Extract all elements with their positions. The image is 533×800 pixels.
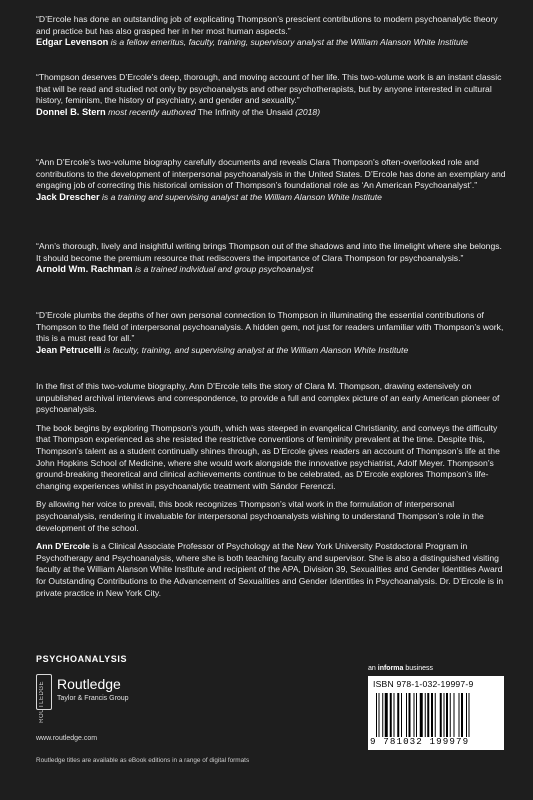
book-description bbox=[36, 381, 506, 606]
blurb-rachman bbox=[36, 241, 506, 276]
blurb-book-title: The Infinity of the Unsaid bbox=[197, 106, 293, 117]
blurb-author: Donnel B. Stern bbox=[36, 106, 106, 117]
blurb-attribution bbox=[36, 264, 506, 276]
description-paragraph: In the first of this two-volume biography, Ann D’Ercole tells the story of Clara M. Thompson, drawing extensively on unpublished archival interviews and correspondence, to provide a full and complex picture of an early American pioneer of psychoanalysis. bbox=[36, 381, 500, 415]
isbn-label: ISBN 978-1-032-19997-9 bbox=[373, 679, 474, 689]
blurb-quote: “Ann D’Ercole’s two-volume biography carefully documents and reveals Clara Thompson’s often-overlooked role and contributions to the development of interpersonal psychoanalysis in the United States. D’Ercole has done an exemplary and engaging job of correcting this historical omission of Thompson’s foundational role as ‘An American Psychoanalyst’.” bbox=[36, 157, 506, 191]
isbn-barcode bbox=[368, 676, 504, 750]
author-name: Ann D’Ercole bbox=[36, 541, 90, 552]
blurb-author: Jean Petrucelli bbox=[36, 344, 102, 355]
barcode-bar bbox=[444, 693, 445, 737]
blurb-author-role: most recently authored bbox=[108, 106, 196, 117]
blurb-author-role: is faculty, training, and supervising analyst at the William Alanson White Institute bbox=[104, 344, 409, 355]
barcode-bar bbox=[469, 693, 470, 737]
description-paragraph: The book begins by exploring Thompson’s youth, which was steeped in evangelical Christianity, and conveys the difficulty that Thompson experienced as she resisted the restrictive conventions of femininity prevalent at the time. Despite this, Thompson’s talent as a student continually shines through, as D’Ercole gives readers an account of Thompson’s life at the John Hopkins School of Medicine, where she would work alongside the innovative psychiatrist, Adolf Meyer. Thompson’s ground-breaking theoretical and clinical achievements continue to be celebrated, as D’Ercole explores Thompson’s life-changing experiences whilst in psychoanalytic treatment with Sándor Ferenczi. bbox=[36, 422, 500, 491]
barcode-bar bbox=[450, 693, 451, 737]
blurb-author: Edgar Levenson bbox=[36, 37, 109, 48]
blurb-quote: “Thompson deserves D’Ercole’s deep, thorough, and moving account of her life. This two-volume work is an instant classic that will be read and studied not only by psychoanalysts and other psychotherapists, but by anyone interested in cultural history, feminism, the history of psychiatry, and gender and sexuality.” bbox=[36, 72, 502, 106]
barcode-bar bbox=[440, 693, 442, 737]
barcode-bar bbox=[454, 693, 455, 737]
blurb-stern bbox=[36, 72, 506, 118]
barcode-bars-icon bbox=[376, 693, 500, 737]
barcode-bar bbox=[414, 693, 415, 737]
subject-category: PSYCHOANALYSIS bbox=[36, 654, 128, 664]
publisher-group: Taylor & Francis Group bbox=[57, 695, 129, 702]
barcode-bar bbox=[459, 693, 460, 737]
barcode-bar bbox=[435, 693, 436, 737]
informa-business-mark: an informa business bbox=[368, 665, 434, 672]
barcode-bar bbox=[420, 693, 423, 737]
ebook-note: Routledge titles are available as eBook editions in a range of digital formats bbox=[36, 757, 250, 764]
publisher-name: Routledge bbox=[57, 676, 121, 692]
blurb-author-role: is a training and supervising analyst at the William Alanson White Institute bbox=[101, 191, 382, 202]
blurb-author-role: is a fellow emeritus, faculty, training, supervisory analyst at the William Alanson White Institute bbox=[110, 37, 468, 48]
barcode-bar bbox=[376, 693, 377, 737]
blurb-author-role: is a trained individual and group psychoanalyst bbox=[134, 264, 314, 275]
barcode-bar bbox=[446, 693, 448, 737]
barcode-bar bbox=[427, 693, 429, 737]
barcode-bar bbox=[382, 693, 383, 737]
barcode-bar bbox=[416, 693, 417, 737]
blurb-attribution bbox=[36, 192, 506, 204]
blurb-quote: “D’Ercole has done an outstanding job of explicating Thompson’s prescient contributions to modern psychoanalytic theory and practice but has also grasped her in her most human aspects.” bbox=[36, 14, 498, 36]
publisher-website[interactable]: www.routledge.com bbox=[36, 735, 98, 742]
blurb-levenson bbox=[36, 14, 506, 49]
blurb-attribution bbox=[36, 37, 506, 49]
blurb-author: Arnold Wm. Rachman bbox=[36, 264, 133, 275]
blurb-book-year: (2018) bbox=[295, 106, 321, 117]
barcode-bar bbox=[397, 693, 399, 737]
barcode-number: 9 781032 199979 bbox=[370, 736, 470, 747]
barcode-bar bbox=[466, 693, 467, 737]
barcode-bar bbox=[406, 693, 407, 737]
blurb-drescher bbox=[36, 157, 506, 203]
barcode-bar bbox=[401, 693, 402, 737]
barcode-bar bbox=[425, 693, 426, 737]
blurb-attribution bbox=[36, 107, 506, 119]
author-bio-text: is a Clinical Associate Professor of Psychology at the New York University Postdoctoral Program in Psychotherapy and Psychoanalysis, where she is both teaching faculty and supervisor. She is also a distinguished visiting faculty at the William Alanson White Institute and recipient of the APA, Division 39, Sexualities and Gender Identities Award for Outstanding Contributions to the Advancement of Sexualities and Gender Identities in Psychoanalysis. Dr. D’Ercole is in private practice in New York City. bbox=[36, 541, 504, 598]
barcode-bar bbox=[431, 693, 433, 737]
blurb-quote: “Ann’s thorough, lively and insightful writing brings Thompson out of the shadows and into the limelight where she belongs. It should become the premium resource that rediscovers the importance of Clara Thompson for psychoanalysis.” bbox=[36, 241, 502, 263]
barcode-bar bbox=[390, 693, 392, 737]
blurb-quote: “D’Ercole plumbs the depths of her own personal connection to Thompson in illuminating the essential contributions of Thompson to the field of interpersonal psychoanalysis. A hidden gem, not just for readers unfamiliar with Thompson’s work, this is a must read for all.” bbox=[36, 310, 504, 344]
barcode-bar bbox=[385, 693, 388, 737]
routledge-emblem-icon: ROUTLEDGE bbox=[36, 674, 52, 710]
barcode-bar bbox=[394, 693, 395, 737]
publisher-logo bbox=[36, 674, 146, 723]
blurb-author: Jack Drescher bbox=[36, 191, 100, 202]
barcode-bar bbox=[461, 693, 463, 737]
blurb-petrucelli bbox=[36, 310, 506, 356]
barcode-bar bbox=[409, 693, 411, 737]
blurb-attribution bbox=[36, 345, 506, 357]
barcode-bar bbox=[379, 693, 380, 737]
author-bio bbox=[36, 541, 506, 599]
description-paragraph: By allowing her voice to prevail, this book recognizes Thompson’s vital work in the formulation of interpersonal psychoanalysis, rendering it invaluable for interpersonal psychoanalysts wishing to understand Thompson’s role in the development of the school. bbox=[36, 499, 484, 533]
